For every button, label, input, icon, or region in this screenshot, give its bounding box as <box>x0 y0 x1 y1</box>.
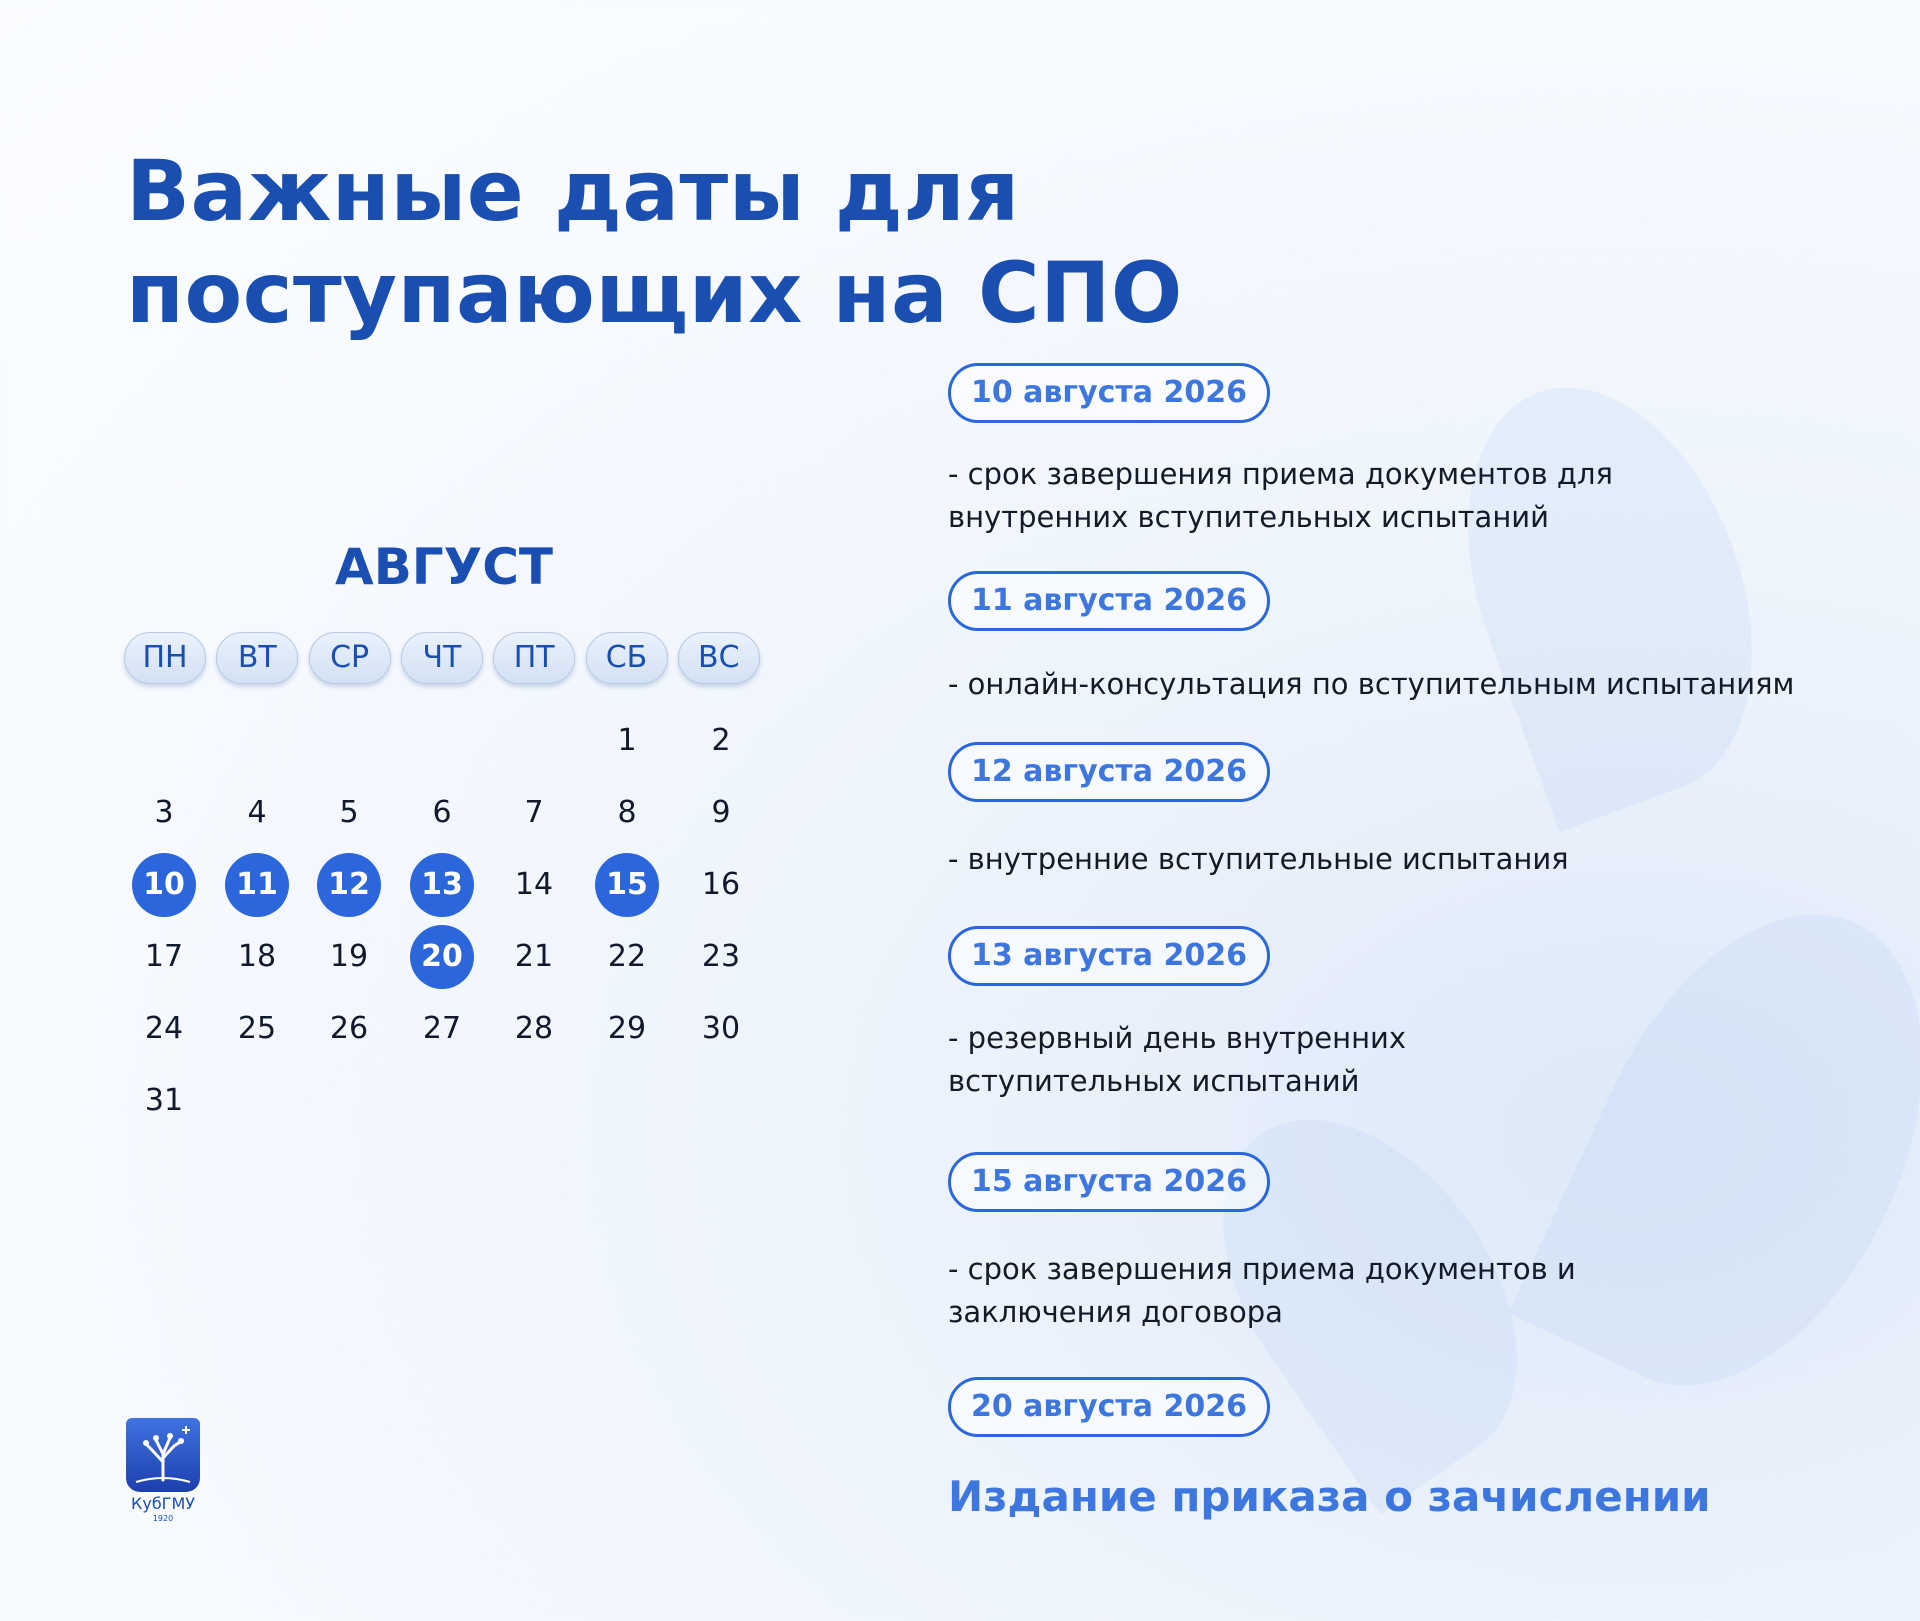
calendar-day: 4 <box>247 795 267 830</box>
calendar-day: 18 <box>237 939 277 974</box>
calendar-day: 3 <box>154 795 174 830</box>
event-date-badge: 15 августа 2026 <box>948 1152 1270 1212</box>
calendar-day: 8 <box>617 795 637 830</box>
event-date-badge: 12 августа 2026 <box>948 742 1270 802</box>
event-description: - срок завершения приема документов для внутренних вступительных испытаний <box>948 457 1613 534</box>
event-description: - онлайн-консультация по вступительным испытаниям <box>948 667 1795 701</box>
calendar-day: 2 <box>711 723 731 758</box>
background-leaf <box>1416 348 1804 832</box>
calendar-day: 21 <box>514 939 554 974</box>
calendar-day: 31 <box>144 1083 184 1118</box>
page-title-line-2: поступающих на СПО <box>126 244 1183 342</box>
weekday-label: ВТ <box>216 632 298 684</box>
calendar-weekday-header <box>124 632 764 684</box>
tree-book-icon <box>126 1418 200 1492</box>
weekday-label: ЧТ <box>401 632 483 684</box>
event-date-badge: 11 августа 2026 <box>948 571 1270 631</box>
event-description: - срок завершения приема документов и заключения договора <box>948 1252 1576 1329</box>
background-leaf <box>1508 860 1920 1440</box>
calendar-day: 23 <box>701 939 741 974</box>
event-date-badge: 13 августа 2026 <box>948 926 1270 986</box>
event-date-badge: 10 августа 2026 <box>948 363 1270 423</box>
calendar-day: 5 <box>339 795 359 830</box>
calendar-day: 6 <box>432 795 452 830</box>
calendar-month-title: АВГУСТ <box>335 538 554 596</box>
calendar-day-highlighted: 10 <box>132 853 196 917</box>
calendar-day-highlighted: 15 <box>595 853 659 917</box>
weekday-label: СБ <box>586 632 668 684</box>
logo-name: КубГМУ <box>130 1494 195 1513</box>
calendar-day-highlighted: 12 <box>317 853 381 917</box>
calendar-day: 29 <box>607 1011 647 1046</box>
weekday-label: ПН <box>124 632 206 684</box>
calendar-day: 7 <box>524 795 544 830</box>
calendar-day: 9 <box>711 795 731 830</box>
calendar-day: 1 <box>617 723 637 758</box>
calendar-day: 27 <box>422 1011 462 1046</box>
calendar-day: 16 <box>701 867 741 902</box>
calendar-day: 24 <box>144 1011 184 1046</box>
weekday-label: ПТ <box>493 632 575 684</box>
calendar-day: 28 <box>514 1011 554 1046</box>
enrollment-order-text: Издание приказа о зачислении <box>948 1472 1711 1521</box>
page-title-line-1: Важные даты для <box>126 142 1020 240</box>
calendar-day: 30 <box>701 1011 741 1046</box>
calendar-day: 19 <box>329 939 369 974</box>
calendar-day: 25 <box>237 1011 277 1046</box>
event-date-badge: 20 августа 2026 <box>948 1377 1270 1437</box>
calendar-day: 14 <box>514 867 554 902</box>
calendar-day-highlighted: 20 <box>410 925 474 989</box>
event-description: - внутренние вступительные испытания <box>948 842 1569 876</box>
calendar-day: 26 <box>329 1011 369 1046</box>
calendar-day: 17 <box>144 939 184 974</box>
logo-year: 1920 <box>152 1514 174 1523</box>
page-title <box>126 140 1183 344</box>
university-logo <box>122 1418 204 1526</box>
calendar-day-highlighted: 11 <box>225 853 289 917</box>
calendar-day-highlighted: 13 <box>410 853 474 917</box>
weekday-label: СР <box>309 632 391 684</box>
event-description: - резервный день внутренних вступительных испытаний <box>948 1021 1407 1098</box>
calendar-day: 22 <box>607 939 647 974</box>
weekday-label: ВС <box>678 632 760 684</box>
